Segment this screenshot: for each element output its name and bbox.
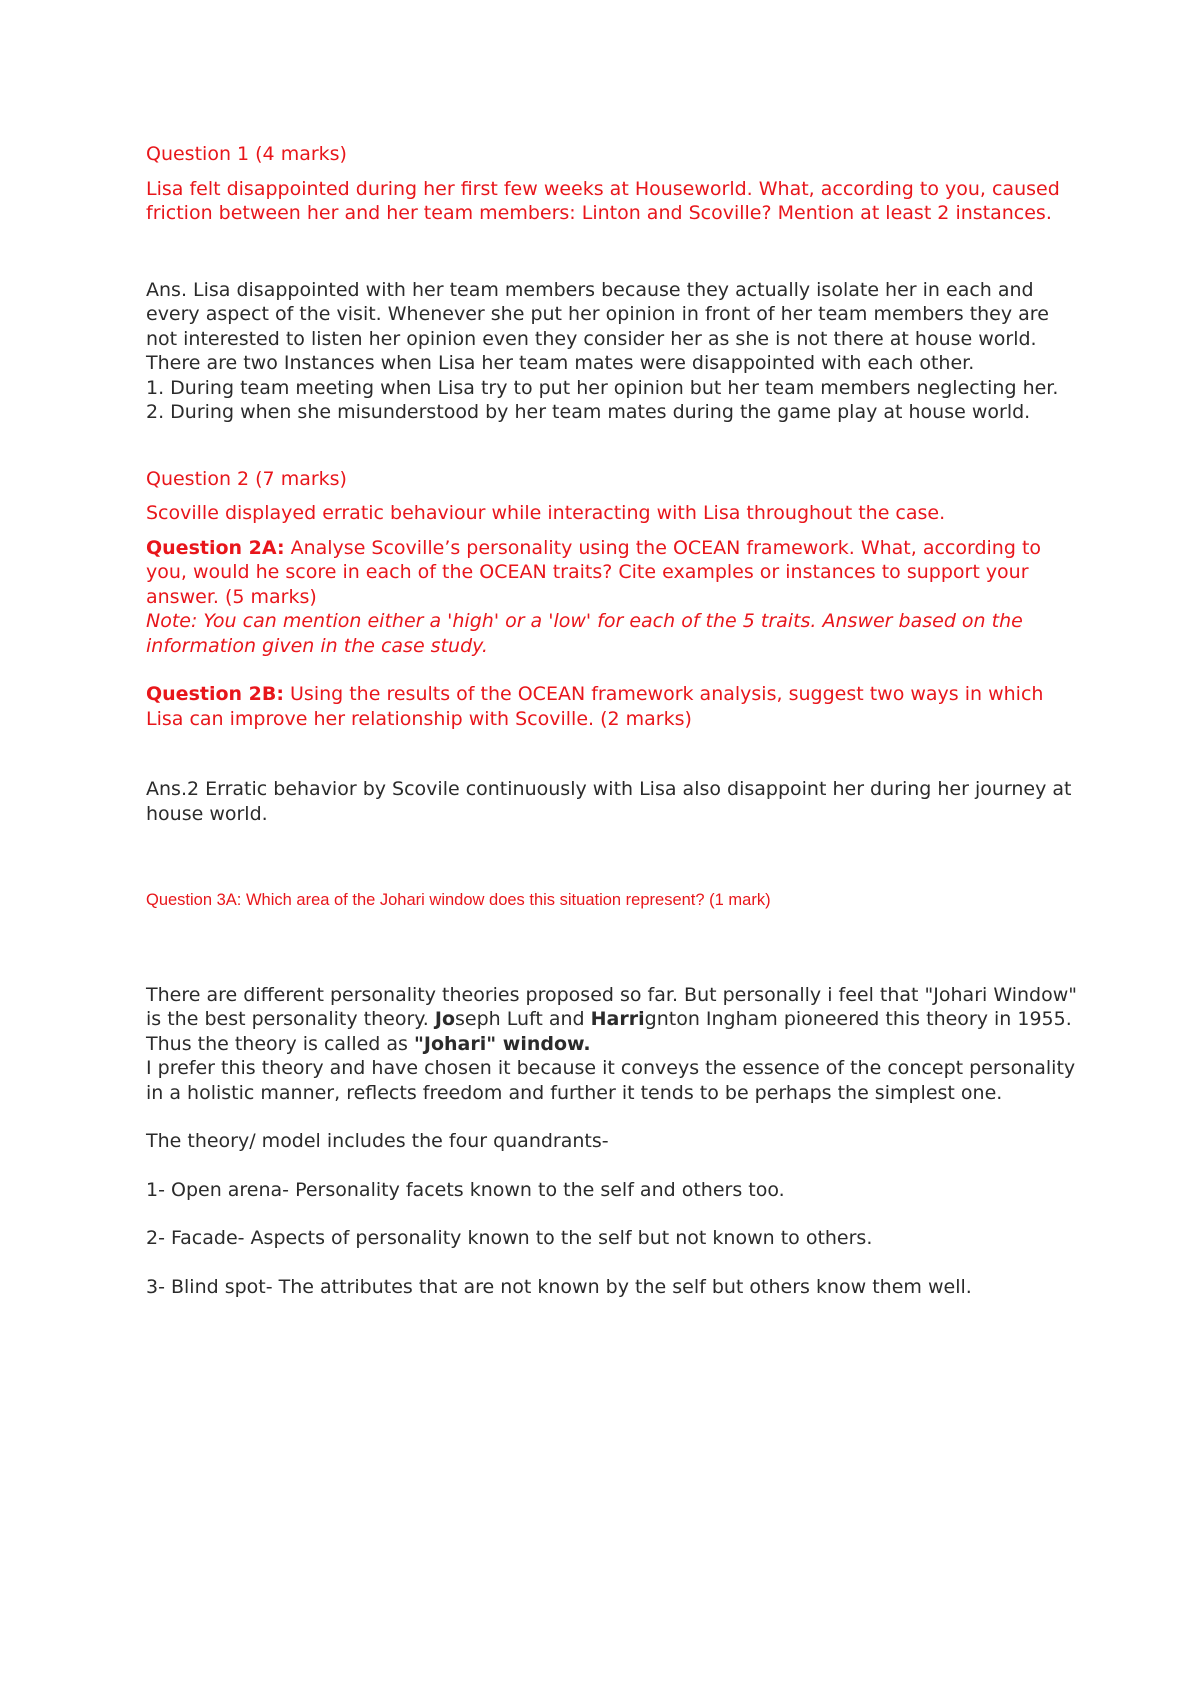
answer-3-text-3: gnton Ingham pioneered this theory in 1955. Thus the theory is called as [146, 1008, 1072, 1055]
quadrant-item: 2- Facade- Aspects of personality known to the self but not known to others. [146, 1227, 873, 1249]
answer-3-paragraph-2: I prefer this theory and have chosen it because it conveys the essence of the concept personality in a holistic manner, reflects freedom and further it tends to be perhaps the simplest one. [146, 1057, 1076, 1104]
answer-3-bold-jo: Jo [434, 1008, 455, 1030]
answer-3-text-1: There are different personality theories proposed so far. But personally i feel that "Johari Window" is the best personality theory. [146, 983, 1077, 1030]
answer-2-paragraph: Ans.2 Erratic behavior by Scovile continuously with Lisa also disappoint her during her journey at house world. [146, 778, 1072, 825]
answer-3-bold-johari-window: "Johari" window. [414, 1032, 591, 1055]
question-2-heading: Question 2 (7 marks) [146, 467, 347, 490]
answer-3-paragraph-1 [146, 983, 1086, 1057]
question-2b [146, 682, 1086, 731]
quadrants-intro: The theory/ model includes the four quandrants- [146, 1130, 609, 1152]
question-2a [146, 536, 1086, 610]
question-2b-text: Using the results of the OCEAN framework analysis, suggest two ways in which Lisa can improve her relationship with Scoville. (2 marks) [146, 683, 1044, 730]
question-2b-label: Question 2B: [146, 683, 284, 705]
quadrant-item: 3- Blind spot- The attributes that are not known by the self but others know them well. [146, 1275, 972, 1298]
answer-1-instance-2: 2. During when she misunderstood by her team mates during the game play at house world. [146, 401, 1031, 423]
answer-3-bold-harri: Harri [590, 1008, 645, 1030]
answer-1-paragraph: Ans. Lisa disappointed with her team members because they actually isolate her in each and every aspect of the visit. Whenever she put her opinion in front of her team members they are not interested to listen her opinion even they consider her as she is not there at house world. [146, 278, 1049, 350]
answer-1-instances: There are two Instances when Lisa her team mates were disappointed with each other. [146, 352, 975, 374]
question-1-heading: Question 1 (4 marks) [146, 143, 347, 165]
answer-1-instance-1: 1. During team meeting when Lisa try to put her opinion but her team members neglecting her. [146, 376, 1059, 399]
question-1-prompt: Lisa felt disappointed during her first few weeks at Houseworld. What, according to you, caused friction between her and her team members: Linton and Scoville? Mention at least 2 instances. [146, 177, 1060, 224]
question-2a-text: Analyse Scoville’s personality using the OCEAN framework. What, according to you, would he score in each of the OCEAN traits? Cite examples or instances to support your answer. (5 marks) [146, 536, 1042, 608]
question-2-intro: Scoville displayed erratic behaviour while interacting with Lisa throughout the case. [146, 502, 946, 524]
quadrant-item: 1- Open arena- Personality facets known to the self and others too. [146, 1178, 785, 1201]
document-page [146, 142, 1086, 1299]
answer-3-text-2: seph Luft and [455, 1008, 591, 1030]
question-3a-heading: Question 3A: Which area of the Johari window does this situation represent? (1 mark) [146, 891, 771, 909]
question-2a-note: Note: You can mention either a 'high' or a 'low' for each of the 5 traits. Answer based on the information given in the case study. [146, 610, 1023, 657]
question-2a-label: Question 2A: [146, 536, 285, 559]
